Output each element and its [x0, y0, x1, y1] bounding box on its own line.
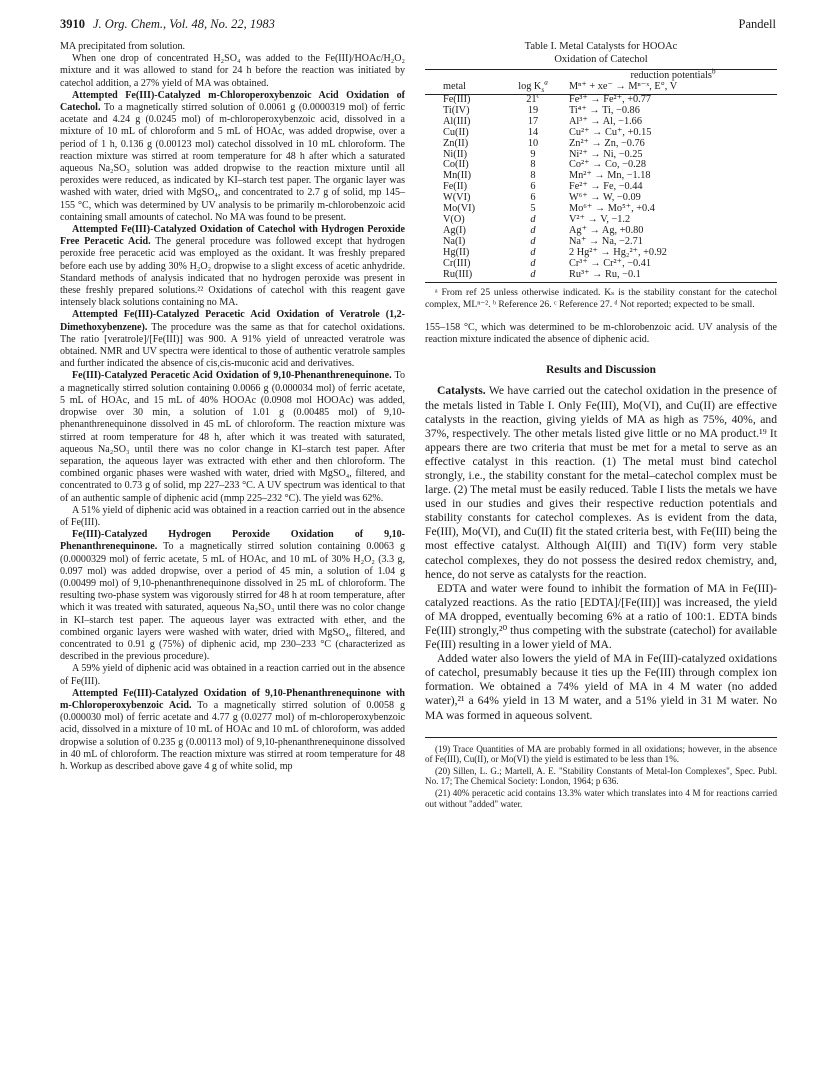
potential-cell: Ti⁴⁺ → Ti, −0.86: [569, 104, 640, 116]
left-column: [60, 41, 405, 773]
logk-value: 14: [527, 126, 539, 138]
potential-cell: Na⁺ → Na, −2.71: [569, 235, 643, 247]
journal-citation: [60, 17, 275, 32]
paragraph-text: When one drop of concentrated H₂SO₄ was added to the Fe(III)/HOAc/H₂O₂ mixture and it was allowed to stand for 24 h before the reaction was initiated by catechol addition, a 27% yield of MA was obtained.: [60, 53, 405, 89]
paragraph-text: To a magnetically stirred solution containing 0.0063 g (0.0000329 mol) of ferric acetate, 5 mL of HOAc, and 10 mL of 30% H₂O₂ (3.3 g, 0.097 mol) was added dropwise, over a period of 45 min, a solution of 1.04 g (0.00499 mol) of 9,10-phenanthrenequinone dissolved in 25 mL of chloroform. The resulting two-phase system was vigorously stirred for 48 h at room temperature, after which it was treated with saturated, aqueous Na₂SO₃ until there was no color change in KI–starch test paper. The aqueous layer was extracted with ether, and the combined organic layers were washed with water, dried with MgSO₄, filtered, and concentrated to 0.91 g (75%) of diphenic acid, mp 230–233 °C (characterized as described in the previous procedure).: [60, 541, 405, 663]
table-row: [425, 128, 777, 139]
potential-cell: Cu²⁺ → Cu⁺, +0.15: [569, 126, 652, 138]
running-author: Pandell: [738, 17, 776, 31]
right-column: [425, 41, 777, 810]
paragraph-text: To a magnetically stirred solution of 0.0058 g (0.000030 mol) of ferric acetate and 4.77 g (0.0277 mol) of m-chloroperoxybenzoic acid, dissolved in a mixture of 10 mL of HOAc and 10 mL of chloroform, was added dropwise a solution of 0.235 g (0.00113 mol) of 9,10-phenanthrenequinone dissolved in 40 mL of chloroform. The reaction mixture was stirred at room temperature for 48 h. Workup as described above gave 4 g of white solid, mp: [60, 699, 405, 772]
potential-cell: Fe²⁺ → Fe, −0.44: [569, 181, 643, 193]
logk-header: $\log K_s^a$: [501, 81, 565, 95]
metal-catalyst-table: [425, 69, 777, 283]
table-row: [425, 270, 777, 283]
logk-value: d: [530, 268, 536, 280]
run-in-heading: Fe(III)-Catalyzed Peracetic Acid Oxidation of 9,10-Phenanthrenequinone.: [72, 370, 392, 382]
redox-header-top: reduction potentials$^b$: [565, 70, 777, 82]
potential-cell: 2 Hg²⁺ → Hg₂²⁺, +0.92: [569, 246, 667, 258]
potential-cell: W⁶⁺ → W, −0.09: [569, 192, 641, 204]
run-in-heading: Attempted Fe(III)-Catalyzed m-Chloroperoxybenzoic Acid Oxidation of Catechol.: [60, 89, 405, 114]
table-title-line-2: Oxidation of Catechol: [554, 53, 648, 65]
potential-cell: Al³⁺ → Al, −1.66: [569, 115, 642, 127]
results-paragraph: [425, 384, 777, 581]
experimental-continuation: 155–158 °C, which was determined to be m-chlorobenzoic acid. UV analysis of the reaction mixture indicated the absence of diphenic acid.: [425, 321, 777, 346]
section-title: Results and Discussion: [546, 364, 656, 377]
potential-cell: Co²⁺ → Co, −0.28: [569, 159, 646, 171]
table-body: [425, 91, 777, 283]
metal-header: metal: [425, 81, 501, 95]
paragraph-text: A 51% yield of diphenic acid was obtained in a reaction carried out in the absence of Fe(III).: [60, 504, 405, 528]
logk-note: c: [536, 91, 540, 100]
metal-cell: Cr(III): [443, 257, 471, 269]
body-paragraph: [60, 505, 405, 529]
body-paragraph: [60, 41, 405, 53]
logk-value: d: [530, 235, 536, 247]
metal-cell: V(O): [443, 213, 465, 225]
body-paragraph: [60, 224, 405, 309]
metal-cell: Ni(II): [443, 148, 468, 160]
potential-cell: Ag⁺ → Ag, +0.80: [569, 224, 644, 236]
logk-value: 8: [530, 170, 536, 182]
potential-cell: Fe³⁺ → Fe²⁺, +0.77: [569, 94, 652, 105]
logk-cell: [501, 270, 565, 283]
logk-value: 6: [530, 192, 536, 204]
journal-name: J. Org. Chem., Vol. 48, No. 22, 1983: [93, 17, 275, 31]
logk-value: 17: [527, 115, 539, 127]
metal-cell: Mn(II): [443, 170, 472, 182]
body-paragraph: [60, 529, 405, 663]
paragraph-text: We have carried out the catechol oxidation in the presence of the metals listed in Table I. Only Fe(III), Mo(VI), and Cu(II) are effective catalysts in the reaction, giving yields of MA as high as 75%, 40%, and 37%, respectively. The other metals listed give little or no MA product.¹⁹ It appears there are two criteria that must be met for a metal to serve as an effective catalyst in this reaction. (1) The metal must bind catechol strongly, i.e., the stability constant for the metal–catechol complex must be large. (2) The metal must be easily reduced. Table I lists the metals we have used in our studies and gives their respective reduction potentials and stability constants for catechol complexes. As is evident from the data, Fe(III), Mo(VI), and Cu(II) fit the stated criteria best, with Fe(III) being the most effective catalyst. Although Al(III) and Ti(IV) form very stable catechol complexes, they do not possess the desired redox chemistry, and, hence, do not serve as catalysts for the reaction.: [425, 384, 777, 581]
page-number: 3910: [60, 17, 85, 31]
potential-cell: V²⁺ → V, −1.2: [569, 213, 631, 225]
paragraph-text: To a magnetically stirred solution of 0.0061 g (0.0000319 mol) of ferric acetate and 4.24 g (0.0245 mol) of m-chloroperoxybenzoic acid, dissolved in a mixture of 10 mL of chloroform and 5 mL of HOAc, was added dropwise, over a period of 1 h, 0.136 g (0.00123 mol) catechol dissolved in 10 mL chloroform. The reaction mixture was stirred at room temperature for 48 h after which a saturated aqueous Na₂SO₃ solution was added dropwise to the reaction mixture until all peroxides were reduced, as indicated by KI–starch test paper. The organic layer was washed with water, dried with MgSO₄, and concentrated to 2.7 g of solid, mp 145–155 °C, which was determined by UV analysis to be primarily m-chlorobenzoic acid containing small amounts of catechol. No MA was found to be present.: [60, 102, 405, 223]
table-caption: [425, 41, 777, 66]
logk-value: d: [530, 257, 536, 269]
metal-cell: Ru(III): [425, 270, 501, 283]
paragraph-text: To a magnetically stirred solution containing 0.0066 g (0.000034 mol) of ferric acetate, 5 mL of HOAc, and 15 mL of 40% HOOAc (0.0908 mol HOOAc) was added, dropwise over 30 min, a solution of 1.01 g (0.00485 mol) of 9,10-phenanthrenequinone dissolved in 45 mL of chloroform. The reaction mixture was stirred at room temperature for 48 h, after which it was treated with saturated, aqueous Na₂SO₃ until there was no color change in KI–starch test paper. After separation, the aqueous layer was extracted with ether and then chloroform. The combined organic phases were washed with water, dried with MgSO₄, filtered, and concentrated to 0.73 g of solid, mp 227–233 °C. A UV spectrum was identical to that of an authentic sample of diphenic acid (mmp 225–232 °C). The yield was 62%.: [60, 370, 405, 504]
body-paragraph: [60, 53, 405, 90]
logk-value: 10: [527, 137, 539, 149]
metal-cell: Na(I): [443, 235, 466, 247]
potential-cell: Ni²⁺ → Ni, −0.25: [569, 148, 643, 160]
table-row: [425, 259, 777, 270]
logk-value: 21: [526, 94, 537, 105]
body-paragraph: [60, 370, 405, 504]
logk-value: 9: [530, 148, 536, 160]
footnote: (20) Sillen, L. G.; Martell, A. E. "Stability Constants of Metal-Ion Complexes", Spec. Publ. No. 17; The Chemical Society: London, 1964; p 636.: [425, 765, 777, 787]
metal-cell: Cu(II): [443, 126, 469, 138]
footnotes: [425, 744, 777, 810]
body-paragraph: [60, 309, 405, 370]
redox-header-sub: Mⁿ⁺ + xe⁻ → Mⁿ⁻ˣ, E°, V: [565, 81, 777, 95]
paragraph-text: EDTA and water were found to inhibit the formation of MA in Fe(III)-catalyzed reactions. As the ratio [EDTA]/[Fe(III)] was increased, the yield of MA dropped, eventually becoming 6% at a ratio of 100:1. EDTA binds Fe(III) strongly,²⁰ thus competing with the substrate (catechol) for available Fe(III) resulting in a lower yield of MA.: [425, 581, 777, 652]
table-row: [425, 139, 777, 150]
run-in-heading: Attempted Fe(III)-Catalyzed Oxidation of Catechol with Hydrogen Peroxide Free Peracetic Acid.: [60, 224, 405, 248]
metal-cell: Ag(I): [443, 224, 466, 236]
metal-cell: Fe(III): [443, 94, 471, 105]
footnote: (21) 40% peracetic acid contains 13.3% water which translates into 4 M for reactions carried out without "added" water.: [425, 788, 777, 809]
table-row: [425, 248, 777, 259]
footnote-divider: [425, 737, 777, 738]
paragraph-text: The general procedure was followed except that hydrogen peroxide free peracetic acid was employed as the oxidant. It was freshly prepared before each use by adding 30% H₂O₂ dropwise to a slight excess of acetic anhydride. Standard methods of analysis indicated that no hydrogen peroxide was present in these freshly prepared solutions.²² Oxidations of catechol with this reagent gave intensely black solutions containing no MA.: [60, 236, 405, 309]
metal-cell: W(VI): [443, 192, 471, 204]
table-footnote-text: ᵃ From ref 25 unless otherwise indicated. Kₛ is the stability constant for the catechol complex, MLⁿ⁻². ᵇ Reference 26. ᶜ Reference 27. ᵈ Not reported; expected to be small.: [425, 287, 777, 310]
logk-value: d: [530, 213, 536, 225]
potential-cell: Zn²⁺ → Zn, −0.76: [569, 137, 645, 149]
potential-cell: Cr³⁺ → Cr²⁺, −0.41: [569, 257, 652, 269]
potential-cell: Mn²⁺ → Mn, −1.18: [569, 170, 651, 182]
logk-value: 6: [530, 181, 536, 193]
results-paragraph: [425, 652, 777, 722]
logk-value: d: [530, 224, 536, 236]
potential-cell: Ru³⁺ → Ru, −0.1: [565, 270, 777, 283]
footnote: (19) Trace Quantities of MA are probably formed in all oxidations; however, in the absence of Fe(III), Cu(II), or Mo(VI) the yield is estimated to be less than 1%.: [425, 743, 777, 765]
paragraph-text: Added water also lowers the yield of MA in Fe(III)-catalyzed oxidations of catechol, presumably because it ties up the Fe(III) through complex ion formation. We obtained a 74% yield of MA in 4 M water (no added water),²¹ a 64% yield in 13 M water, and a 51% yield in 31 M water. No MA was formed in aqueous solvent.: [425, 652, 777, 722]
metal-cell: Ti(IV): [443, 104, 470, 116]
logk-value: 8: [530, 159, 536, 171]
logk-value: 5: [530, 203, 536, 215]
paragraph-text: A 59% yield of diphenic acid was obtained in a reaction carried out in the absence of Fe(III).: [60, 663, 405, 687]
run-in-heading: Catalysts.: [437, 384, 486, 398]
paragraph-text: MA precipitated from solution.: [60, 41, 186, 52]
metal-cell: Fe(II): [443, 181, 468, 193]
body-paragraph: [60, 688, 405, 773]
metal-cell: Zn(II): [443, 137, 469, 149]
running-header: [60, 17, 776, 35]
logk-value: 19: [527, 104, 539, 116]
results-text: [425, 384, 777, 722]
potential-cell: Mo⁶⁺ → Mo⁵⁺, +0.4: [569, 203, 655, 215]
metal-cell: Co(II): [443, 159, 469, 171]
body-paragraph: [60, 90, 405, 224]
run-in-heading: Fe(III)-Catalyzed Hydrogen Peroxide Oxidation of 9,10-Phenanthrenequinone.: [60, 529, 405, 553]
table-footnotes: [425, 287, 777, 309]
table-title-line-1: Table I. Metal Catalysts for HOOAc: [524, 41, 678, 52]
metal-cell: Al(III): [443, 115, 471, 127]
run-in-heading: Attempted Fe(III)-Catalyzed Peracetic Acid Oxidation of Veratrole (1,2-Dimethoxybenzene).: [60, 309, 405, 333]
logk-value: d: [530, 246, 536, 258]
run-in-heading: Attempted Fe(III)-Catalyzed Oxidation of 9,10-Phenanthrenequinone with m-Chloroperoxybenzoic Acid.: [60, 687, 405, 711]
metal-cell: Hg(II): [443, 246, 470, 258]
paragraph-text: The procedure was the same as that for catechol oxidations. The ratio [veratrole]/[Fe(III)] was 900. A 91% yield of unreacted veratrole was obtained. NMR and UV spectra were identical to those of authentic veratrole samples and further indicated the absence of cis,cis-muconic acid and derivatives.: [60, 321, 405, 370]
body-paragraph: [60, 663, 405, 687]
results-paragraph: [425, 582, 777, 652]
metal-cell: Mo(VI): [443, 203, 476, 215]
